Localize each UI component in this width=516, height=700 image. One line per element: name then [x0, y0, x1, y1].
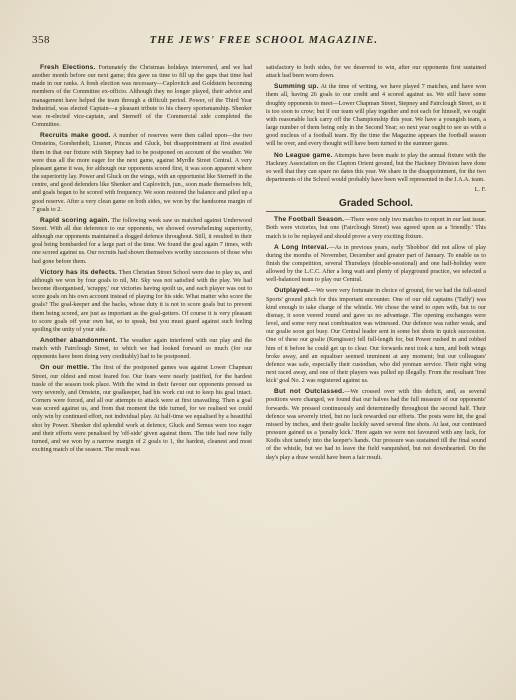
paragraph-text: —There were only two matches to report in our last issue. Both were victories, but one (Fairclough Street) was agreed upon as a 'friendly.' This match is to be replayed and should prove a very exciting fixture.: [266, 217, 486, 240]
run-in-heading: The Football Season.: [274, 216, 345, 224]
paragraph: [32, 217, 252, 266]
paragraph-text: A number of reserves were then called upon—the two Ornsteins, Gorshenbelt, Lissner, Pincus and Gluck, but disappointment at first awaited them in that our fixture with Stepney had to be postponed on account of the weather. We were thus all the more eager for the next game, against Myrdle Street Central. A very pleasant game it was, for although our opponents scored first, it was soon apparent where the superiority lay. Power and Gluck on the wings, with an opportunist like Sterneff in the centre, and good defenders like Shenker and Caplovitch, jun., soon made themselves felt, and goals began to be scored with frequency. We soon restored the balance and piled up a good reserve. After a very clean game on both sides, we won by the handsome margin of 7 goals to 2.: [32, 133, 253, 213]
run-in-heading: Rapid scoring again.: [40, 216, 110, 224]
paragraph: [32, 269, 252, 334]
magazine-title: THE JEWS' FREE SCHOOL MAGAZINE.: [149, 35, 379, 46]
paragraph: [266, 152, 486, 185]
left-column: [32, 64, 252, 465]
paragraph-text: satisfactory to both sides, for we deserved to win, after our opponents first sustained attack had been worn down.: [266, 65, 486, 80]
paragraph-text: The first of the postponed games was against Lower Chapman Street, our oldest and most feared foe. Our fears were nearly justified, for the hardest tussle of the season took place. With the wind in their favour our opponents pressed us very severely, and Ornstein, our goalkeeper, had his work cut out to keep his goal intact. Corners were forced, and all our attempts to attack were at first unavailing. Then a goal was scored against us, and from that moment the tide turned, for we realised we could only win by continued effort, not individual play. At half-time we equalised by a beautiful shot by Power. Shenker did splendid work at defence, Gluck and Semus were too eager and their efforts were penalised by 'off-side' given against them. The tide had now fully turned, and we won by a narrow margin of 2 goals to 1, the hardest, cleanest and most exciting match of the season. The result was: [32, 365, 252, 454]
run-in-heading: But not Outclassed.: [274, 388, 345, 396]
paragraph: [266, 287, 486, 385]
right-column: [266, 64, 486, 465]
paragraph-text: The following week saw us matched against Underwood Street. With all due deference to our opponents, we showed overwhelming superiority, although our opponents maintained a dogged defence throughout. Still, it resulted in their goal being bombarded for a large part of the time. We found the goal again 7 times, with one scored against us. Our recruits had shown themselves worthy successors of those who had gone before them.: [32, 217, 252, 265]
section-divider: [266, 211, 486, 212]
paragraph-text: At the time of writing, we have played 7 matches, and have won them all, having 26 goals to our credit and 4 scored against us. We still have some doughty opponents to meet—Lower Chapman Street, Stepney and Fairclough Street, so it is too soon to crow; but if our team will play together and not each for himself, we ought with reasonable luck carry off the Championship this year. We have a youngish team, a large number of them being only in the Second Year; so next year ought to see us with a good nucleus of a football team. By the time the Magazine appears the football season will be over, and every thought will have been turned to the summer game.: [266, 84, 486, 148]
paragraph: [32, 364, 252, 454]
paragraph-text: —We crossed over with this deficit, and, as several positions were changed, we found that our halves had the full measure of our opponents' forwards. We pressed continuously and determinedly throughout the second half. Their defence was severely tried, but no luck rewarded our efforts. The posts were hit, the goal missed by inches, and their goalie luckily saved several fine shots. At last, our continued pressure gained us a 'penalty kick.' Here again we were not favoured with any luck, for Kodis shot tamely into the keeper's hands. Our pressure was sustained till the final sound of the whistle, but we had to leave the field vanquished, but not downhearted. On the day's play a draw would have been a fair result.: [266, 389, 486, 461]
paragraph: [32, 64, 252, 129]
paragraph-text: —As in previous years, early 'Shobbos' did not allow of play during the months of November, December and greater part of January. To enable us to finish the competition, several Thursdays (double-sessional) and one half-holiday were allowed by the L.C.C. After a long wait and plenty of playground practice, we selected a well-balanced team to play our Central.: [266, 244, 486, 284]
run-in-heading: Victory has its defects.: [40, 268, 118, 276]
section-heading: Graded School.: [339, 198, 413, 210]
paragraph-text: Attempts have been made to play the annual fixture with the Hackney Association on the Clapton Orient ground, but the Hackney Division have done so well that they can spare no dates this year. We share in the disappointment, for the two departments of the School would probably have been well represented in the J.A.A. team.: [266, 152, 486, 184]
paragraph-text: Fortunately the Christmas holidays intervened, and we had another month before our next game; this gave us time to fill up the gaps that time had made in our ranks. A fresh election was necessary—Caplovitch and Goldstein becoming members of the Committee ex-officio. Although they no longer played, their advice and management have helped the team through a difficult period. Power, of the Third Year Industrial, was elected Captain—a pleasant tribute to his cheery sportsmanship. Shenker was re-elected vice-captain, and Sterneff of the Commercial side completed the Committee.: [32, 65, 252, 129]
run-in-heading: Fresh Elections.: [40, 64, 96, 71]
paragraph: [266, 216, 486, 240]
run-in-heading: Summing up.: [274, 83, 319, 91]
paragraph: [266, 83, 486, 148]
run-in-heading: Another abandonment.: [40, 337, 118, 344]
run-in-heading: Outplayed.: [274, 287, 311, 295]
run-in-heading: A Long Interval.: [274, 243, 329, 251]
paragraph: [266, 64, 486, 80]
paragraph: [32, 337, 252, 361]
paragraph-text: —We were very fortunate in choice of ground, for we had the full-sized Sports' ground pitch for this important encounter. One of our old captains ('Taffy') was kind enough to take charge of the whistle. We chose the wind to open with, but to our dismay, it soon veered round and gave us no advantage. The opening exchanges were level, and some very neat combination was witnessed. Our defence was rather weak, and our goalie soon got busy. Our Central leader sent in some hot shots in quick succession. One of these our goalie (Kengisser) fell full-length for, but Power rushed in and robbed him of it before he could get up to clear. Our forwards next took a turn, and both wings broke away, and an equaliser seemed imminent at any moment; but our colleagues' defence was safe, especially their custodian, who did yeoman service. Their right wing next raced away, and one of their players was pulled up illegally. From the resultant 'free kick' goal No. 2 was registered against us.: [266, 288, 486, 385]
page-header: [32, 34, 486, 56]
paragraph: [32, 132, 252, 214]
run-in-heading: On our mettle.: [40, 364, 90, 372]
page-number: 358: [32, 34, 50, 46]
run-in-heading: No League game.: [274, 151, 333, 159]
paragraph: [266, 388, 486, 461]
paragraph-text: The weather again interfered with our play and the match with Fairclough Street, to which we had looked forward so much (for our opponents have been doing very creditably) had to be postponed.: [32, 338, 253, 361]
run-in-heading: Recruits make good.: [40, 132, 111, 140]
paragraph: [266, 244, 486, 285]
paragraph-text: Then Christian Street School were due to play us, and although we won by four goals to nil, Mr. Sky was not satisfied with the play. We had become disorganised, 'scrappy,' our victories having spoilt us, and each player was out to score goals on his own account instead of playing for his side. What matter who score the goals? The goal-keeper and the backs, whose duty it is not to score goals but to prevent them being scored, are just as important as the goal-getters. Of course it is very pleasant to score goals off your own bat, so to speak, but you must guard against such feeling spoiling the unity of your side.: [32, 269, 252, 333]
author-signature: L. F.: [474, 187, 486, 194]
article-columns: [32, 64, 486, 465]
